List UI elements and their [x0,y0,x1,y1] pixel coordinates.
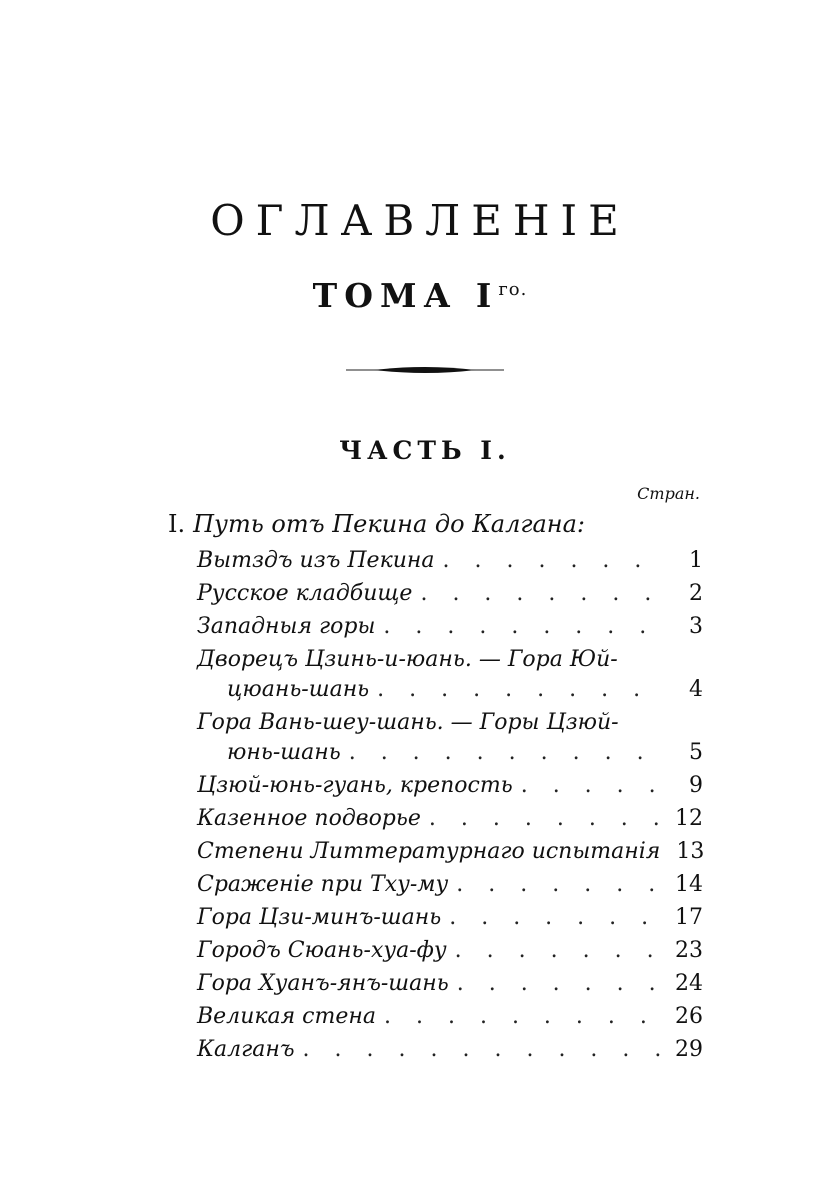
toc-entry-label: юнь-шань [227,740,341,765]
toc-entry [197,971,703,1004]
toc-entry-label: Гора Цзи-минъ-шань [197,905,442,930]
toc-entry-page: 5 [689,740,703,765]
volume-suffix: го. [498,279,528,300]
dot-leader [349,740,667,765]
toc-entry-continuation [197,740,703,773]
toc-entry-label: Казенное подворье [197,806,421,831]
toc-list [197,548,703,1070]
toc-entry-label: Калганъ [197,1037,295,1062]
toc-entry-page: 26 [675,1004,703,1029]
toc-entry-page: 1 [689,548,703,573]
section-number: I. [168,510,186,538]
decorative-rule [346,364,504,376]
dot-leader [457,971,667,996]
toc-entry-page: 3 [689,614,703,639]
toc-entry-page: 9 [689,773,703,798]
toc-entry [197,548,703,581]
dot-leader [456,872,667,897]
toc-entry-page: 4 [689,677,703,702]
toc-entry-page: 14 [675,872,703,897]
pages-column-label: Стран. [637,484,700,503]
toc-entry-label: Гора Хуанъ-янъ-шань [197,971,449,996]
page-title: ОГЛАВЛЕНІЕ [210,196,630,245]
toc-entry-label: Западныя горы [197,614,376,639]
volume-heading [0,276,840,315]
dot-leader [443,548,668,573]
part-heading: ЧАСТЬ I. [339,436,511,465]
toc-entry-continuation [197,677,703,710]
section-heading [168,510,585,538]
toc-entry-page: 2 [689,581,703,606]
dot-leader [455,938,667,963]
toc-entry [197,614,703,647]
toc-entry [197,938,703,971]
dot-leader [420,581,667,606]
toc-entry-label: Гора Вань-шеу-шань. — Горы Цзюй- [197,710,619,735]
toc-entry-label: Степени Литтературнаго испытанія [197,839,661,864]
toc-entry [197,647,703,677]
section-title: Путь отъ Пекина до Калгана: [193,510,586,538]
toc-entry-page: 24 [675,971,703,996]
toc-entry-label: Сраженіе при Тху-му [197,872,449,897]
toc-entry-label: Дворецъ Цзинь-и-юань. — Гора Юй- [197,647,618,672]
toc-entry-label: цюань-шань [227,677,370,702]
toc-entry-label: Цзюй-юнь-гуань, крепость [197,773,513,798]
toc-entry [197,806,703,839]
dot-leader [449,905,667,930]
toc-entry-label: Великая стена [197,1004,376,1029]
dot-leader [377,677,667,702]
toc-entry-page: 17 [675,905,703,930]
toc-entry-page: 13 [676,839,705,864]
toc-entry [197,773,703,806]
dot-leader [383,614,667,639]
toc-entry [197,905,703,938]
toc-entry-label: Вытздъ изъ Пекина [197,548,435,573]
dot-leader [384,1004,667,1029]
dot-leader [429,806,667,831]
toc-entry [197,710,703,740]
toc-entry-label: Русское кладбище [197,581,413,606]
toc-entry [197,1037,703,1070]
dot-leader [521,773,667,798]
toc-entry-page: 23 [675,938,703,963]
toc-entry-page: 12 [675,806,703,831]
toc-entry [197,1004,703,1037]
volume-prefix: ТОМА I [312,276,499,315]
toc-entry [197,581,703,614]
toc-entry-page: 29 [675,1037,703,1062]
toc-entry-label: Городъ Сюань-хуа-фу [197,938,447,963]
dot-leader [303,1037,667,1062]
toc-entry [197,839,703,872]
toc-entry [197,872,703,905]
